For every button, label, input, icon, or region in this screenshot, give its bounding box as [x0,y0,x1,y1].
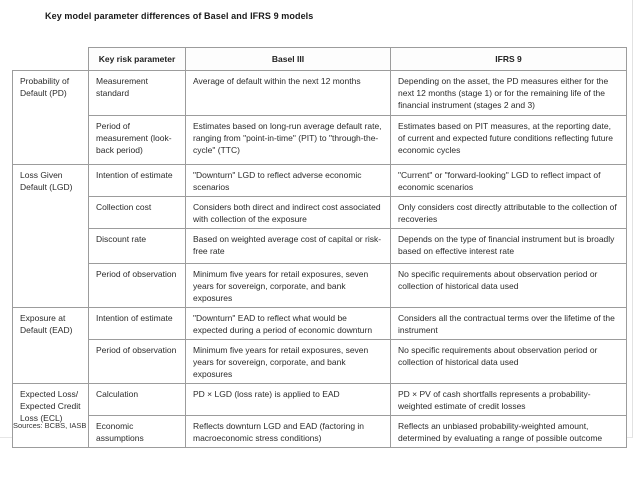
header-basel-iii: Basel III [186,48,391,71]
table-row [13,71,627,116]
ifrs-cell: Depending on the asset, the PD measures either for the next 12 months (stage 1) or for the remaining life of the financial instrument (stages 2 and 3) [391,71,627,116]
ifrs-cell: Depends on the type of financial instrument but is broadly based on effective interest rate [391,229,627,264]
basel-cell: "Downturn" LGD to reflect adverse economic scenarios [186,165,391,197]
ifrs-cell: Only considers cost directly attributable to the collection of recoveries [391,197,627,229]
page-title: Key model parameter differences of Basel and IFRS 9 models [45,11,314,21]
table-row [13,197,627,229]
parameter-cell: Intention of estimate [89,308,186,340]
parameter-cell: Collection cost [89,197,186,229]
parameter-cell: Measurement standard [89,71,186,116]
basel-cell: Minimum five years for retail exposures, seven years for sovereign, corporate, and bank exposures [186,340,391,384]
basel-cell: Based on weighted average cost of capital or risk-free rate [186,229,391,264]
basel-cell: Reflects downturn LGD and EAD (factoring in macroeconomic stress conditions) [186,416,391,448]
table-row [13,384,627,416]
sources-note: Sources: BCBS, IASB [13,421,87,430]
parameter-cell: Period of measurement (look-back period) [89,116,186,165]
table-row [13,116,627,165]
parameter-cell: Period of observation [89,340,186,384]
group-cell-pd: Probability of Default (PD) [13,71,89,165]
basel-cell: Minimum five years for retail exposures, seven years for sovereign, corporate, and bank exposures [186,264,391,308]
parameter-cell: Discount rate [89,229,186,264]
table-row [13,165,627,197]
basel-cell: Average of default within the next 12 months [186,71,391,116]
ifrs-cell: Reflects an unbiased probability-weighted amount, determined by evaluating a range of possible outcome [391,416,627,448]
ifrs-cell: "Current" or "forward-looking" LGD to reflect impact of economic scenarios [391,165,627,197]
comparison-table [12,47,627,448]
header-key-risk-parameter: Key risk parameter [89,48,186,71]
basel-cell: Estimates based on long-run average default rate, ranging from "point-in-time" (PIT) to "through-the-cycle" (TTC) [186,116,391,165]
table-row [13,308,627,340]
header-ifrs-9: IFRS 9 [391,48,627,71]
ifrs-cell: No specific requirements about observation period or collection of historical data used [391,264,627,308]
group-cell-ead: Exposure at Default (EAD) [13,308,89,384]
group-cell-lgd: Loss Given Default (LGD) [13,165,89,308]
ifrs-cell: PD × PV of cash shortfalls represents a probability-weighted estimate of credit losses [391,384,627,416]
basel-cell: Considers both direct and indirect cost associated with collection of the exposure [186,197,391,229]
group-cell-ecl: Expected Loss/ Expected Credit Loss (ECL) [13,384,89,448]
table-row [13,229,627,264]
table-header-row [13,48,627,71]
basel-cell: PD × LGD (loss rate) is applied to EAD [186,384,391,416]
table-row [13,264,627,308]
ifrs-cell: No specific requirements about observation period or collection of historical data used [391,340,627,384]
table-row [13,340,627,384]
parameter-cell: Period of observation [89,264,186,308]
header-corner-cell [13,48,89,71]
table-row [13,416,627,448]
basel-cell: "Downturn" EAD to reflect what would be expected during a period of economic downturn [186,308,391,340]
parameter-cell: Economic assumptions [89,416,186,448]
parameter-cell: Calculation [89,384,186,416]
ifrs-cell: Estimates based on PIT measures, at the reporting date, of current and expected future conditions reflecting future economic cycles [391,116,627,165]
ifrs-cell: Considers all the contractual terms over the lifetime of the instrument [391,308,627,340]
parameter-cell: Intention of estimate [89,165,186,197]
